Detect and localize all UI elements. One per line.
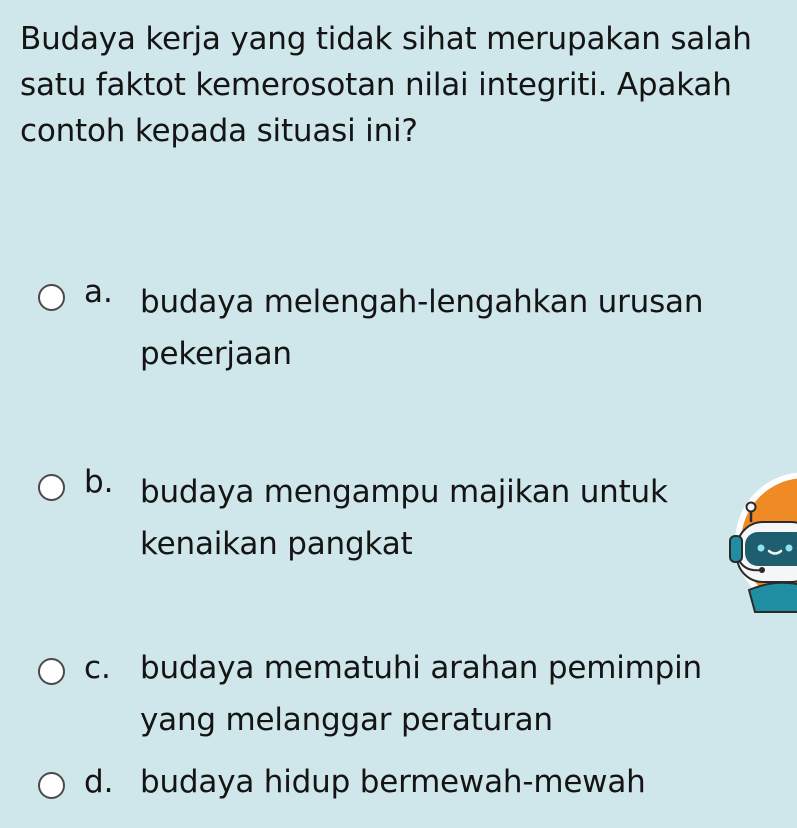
robot-assistant-icon[interactable]	[705, 470, 797, 615]
option-text: budaya hidup bermewah-mewah	[140, 764, 646, 800]
option-letter: a.	[84, 274, 113, 310]
radio-button[interactable]	[38, 658, 65, 685]
option-b[interactable]	[34, 462, 754, 572]
radio-button[interactable]	[38, 474, 65, 501]
question-text: Budaya kerja yang tidak sihat merupakan salah satu faktot kemerosotan nilai integriti. Apakah contoh kepada situasi ini?	[20, 21, 752, 149]
option-letter: c.	[84, 650, 111, 686]
option-a[interactable]	[34, 272, 754, 382]
option-c[interactable]	[34, 644, 754, 744]
option-text: budaya mengampu majikan untuk kenaikan pangkat	[140, 474, 668, 562]
option-letter: b.	[84, 464, 114, 500]
option-text: budaya melengah-lengahkan urusan pekerjaan	[140, 284, 704, 372]
option-letter: d.	[84, 764, 114, 800]
option-text: budaya mematuhi arahan pemimpin yang melanggar peraturan	[140, 650, 702, 738]
radio-button[interactable]	[38, 284, 65, 311]
option-d[interactable]	[34, 762, 754, 812]
radio-button[interactable]	[38, 772, 65, 799]
